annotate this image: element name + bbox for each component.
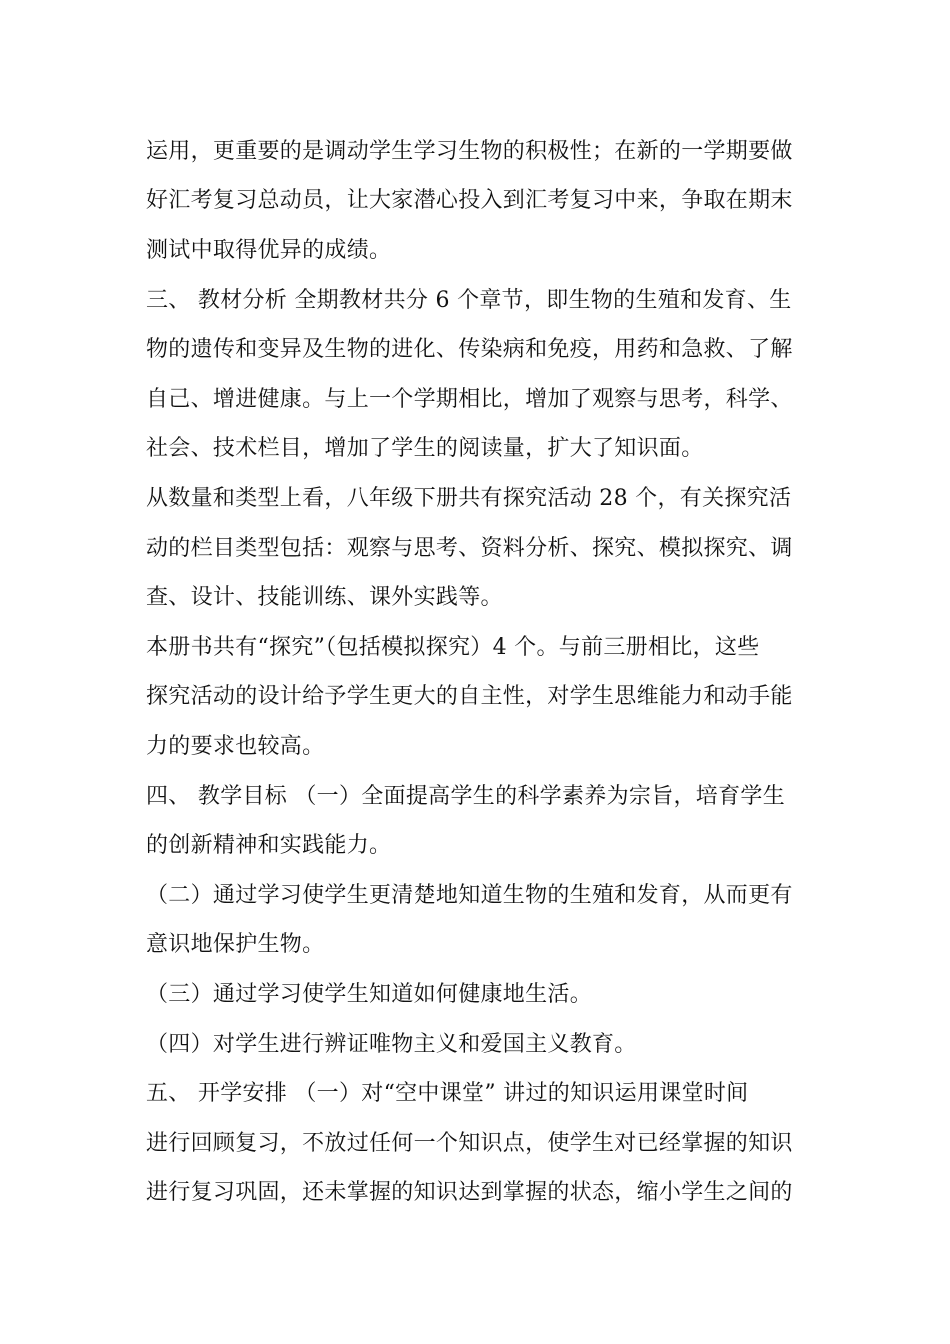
text-line: 好汇考复习总动员，让大家潜心投入到汇考复习中来，争取在期末	[146, 188, 793, 213]
text-line: 物的遗传和变异及生物的进化、传染病和免疫，用药和急救、了解	[146, 337, 793, 362]
text-line: 进行复习巩固，还未掌握的知识达到掌握的状态，缩小学生之间的	[146, 1180, 793, 1205]
text-line: 意识地保护生物。	[146, 932, 325, 957]
text-line: 查、设计、技能训练、课外实践等。	[146, 585, 503, 610]
text-line: （四）对学生进行辨证唯物主义和爱国主义教育。	[146, 1032, 637, 1057]
text-line: 测试中取得优异的成绩。	[146, 238, 392, 263]
text-line: 从数量和类型上看，八年级下册共有探究活动 28 个，有关探究活	[146, 486, 792, 511]
text-line: 动的栏目类型包括：观察与思考、资料分析、探究、模拟探究、调	[146, 536, 793, 561]
text-line: 运用，更重要的是调动学生学习生物的积极性；在新的一学期要做	[146, 139, 793, 164]
text-line: 的创新精神和实践能力。	[146, 833, 392, 858]
text-line: 进行回顾复习，不放过任何一个知识点，使学生对已经掌握的知识	[146, 1131, 793, 1156]
text-line: 社会、技术栏目，增加了学生的阅读量，扩大了知识面。	[146, 436, 704, 461]
text-line: 本册书共有“探究”（包括模拟探究）4 个。与前三册相比，这些	[146, 635, 760, 660]
section-heading-line: 四、 教学目标 （一）全面提高学生的科学素养为宗旨，培育学生	[146, 784, 785, 809]
text-line: 力的要求也较高。	[146, 734, 325, 759]
text-line: （二）通过学习使学生更清楚地知道生物的生殖和发育，从而更有	[146, 883, 793, 908]
text-line: （三）通过学习使学生知道如何健康地生活。	[146, 982, 593, 1007]
text-line: 自己、增进健康。与上一个学期相比，增加了观察与思考，科学、	[146, 387, 793, 412]
text-line: 探究活动的设计给予学生更大的自主性，对学生思维能力和动手能	[146, 684, 793, 709]
section-heading-line: 五、 开学安排 （一）对“空中课堂” 讲过的知识运用课堂时间	[146, 1081, 749, 1106]
section-heading-line: 三、 教材分析 全期教材共分 6 个章节，即生物的生殖和发育、生	[146, 288, 792, 313]
